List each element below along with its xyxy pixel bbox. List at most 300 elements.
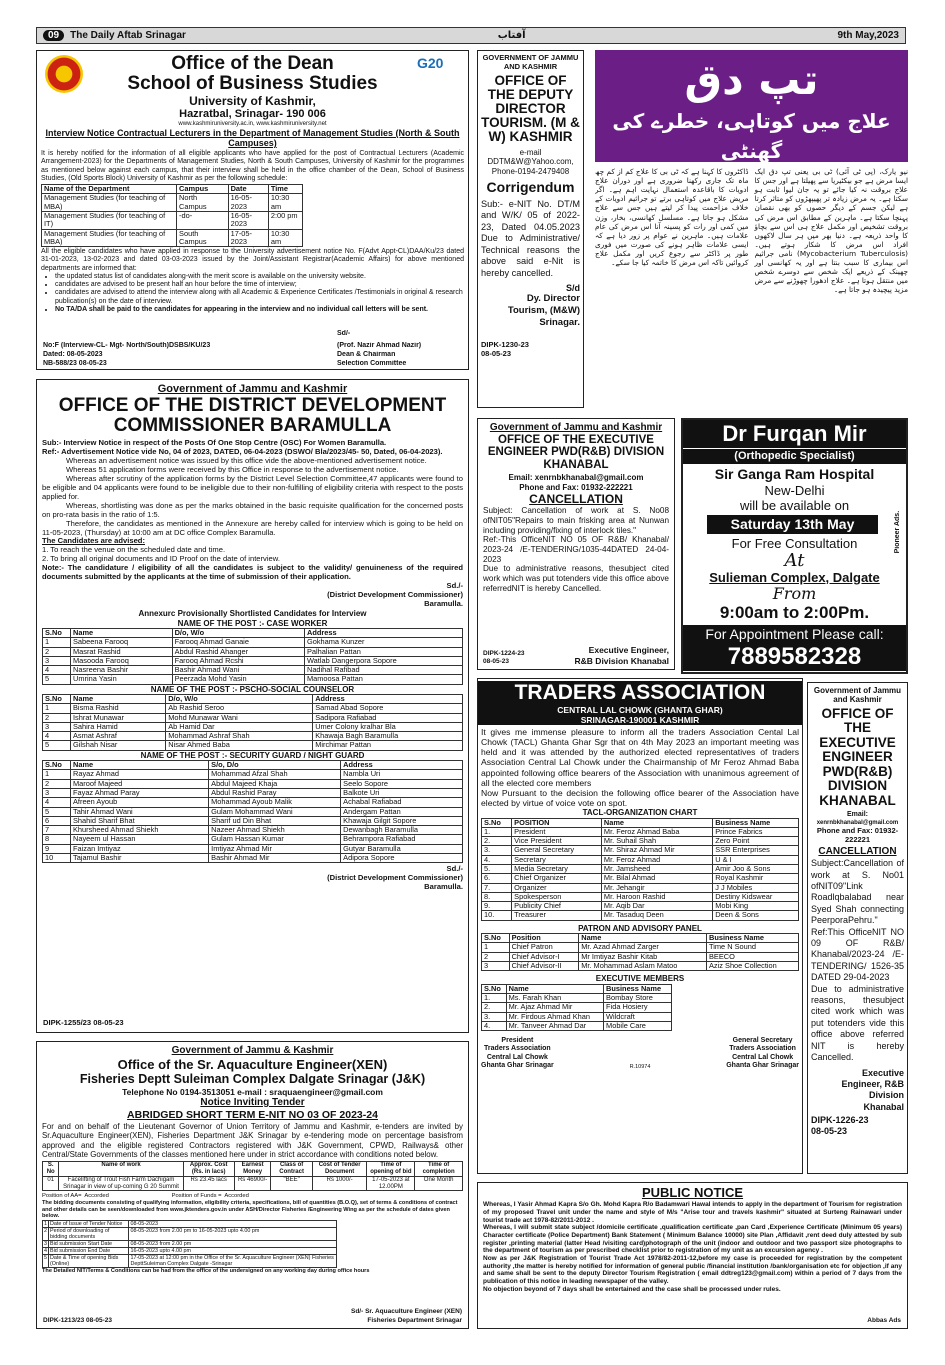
cell: 16-05-2023 [228, 194, 268, 212]
issue-date: 9th May,2023 [837, 29, 899, 41]
doctor-spec: (Orthopedic Specialist) [683, 448, 906, 464]
table-cell: 9 [43, 844, 71, 853]
aqua-short: ABRIDGED SHORT TERM E-NIT NO 03 OF 2023-24 [127, 1108, 378, 1121]
table-cell: Aziz Shoe Collection [707, 961, 799, 970]
traders-signatures [481, 1037, 799, 1070]
table-row [482, 1021, 672, 1030]
sig-line: Central Lal Chowk [732, 1053, 794, 1061]
table-cell: 4 [43, 666, 71, 675]
table-cell: Chief Advisor-I [509, 952, 579, 961]
doctor-date: Saturday 13th May [707, 515, 878, 534]
dean-web: www.kashmiruniversity.ac.in, www.kashmiruniversity.net [178, 121, 327, 128]
table-cell: Umrina Yasin [71, 675, 173, 684]
table-cell: Gulam Hassan Kumar [209, 835, 341, 844]
table-cell: Sahira Hamid [71, 722, 166, 731]
cell: Management Studies (for teaching of MBA) [42, 194, 177, 212]
traders-table [481, 818, 799, 921]
table-cell: One Month [415, 1176, 463, 1190]
pwd1-gov: Government of Jammu and Kashmir [489, 422, 663, 433]
ddc-section-title: NAME OF THE POST :- CASE WORKER [177, 618, 328, 628]
table-cell: 4 [43, 732, 71, 741]
pwd2-email-label: Email: [846, 811, 868, 819]
table-cell: Bombay Store [604, 993, 672, 1002]
table-row [42, 212, 303, 230]
traders-sig-left [481, 1037, 554, 1070]
public-body2: Whereas, I will submit state subject /domicile certificate ,qualification certificate ,pan Card ,Experience Certificate (Minimum 05 years) Character certificate (Police Department) Bank Statement ( Minimum Balance 10000) site Plan ,Affidavit ,rent deed duly attested by sub register ,printing material (latter Head /visiting card)photograph of the unit (indoor and outdoor and two passport size photographs to the department of tourism as per prescribed checklist prior to registration of my unit as an excursion agency . [483, 1224, 902, 1255]
table-cell: Treasurer [512, 911, 602, 920]
table-row [43, 807, 463, 816]
table-cell: Andergam Pattan [341, 807, 463, 816]
table-cell: Secretary [512, 855, 602, 864]
table-cell: 5 [43, 1255, 49, 1268]
table-cell: 4. [482, 855, 512, 864]
page-header [36, 27, 906, 44]
table-row [43, 798, 463, 807]
table-cell: 08-05-2023 [129, 1220, 336, 1227]
tourism-date: 08-05-23 [481, 349, 512, 359]
table-cell: 7. [482, 883, 512, 892]
table-cell: Ishrat Munawar [71, 713, 166, 722]
aqua-schedule [42, 1220, 337, 1268]
table-row [482, 874, 799, 883]
tourism-notice [477, 50, 584, 408]
ddc-candidates-table [42, 694, 463, 751]
table-cell: Bisma Rashid [71, 704, 166, 713]
table-cell: 2 [43, 779, 71, 788]
table-row [482, 1003, 672, 1012]
table-row [43, 704, 463, 713]
table-header-cell: Name of work [59, 1162, 183, 1176]
table-cell: Mr. Mohammad Aslam Matoo [579, 961, 707, 970]
pwd2-body2: Due to administrative reasons, thesubject cited work which was put totenders vide this office above referred NIT is hereby Cancelled. [811, 983, 904, 1063]
aqua-fine: The bidding documents consisting of qualifying information, eligibility criteria, specifications, bill of quantities (B.O.Q), set of terms & conditions of contract and other details can be seen/downloaded from www.jktenders.gov.in under ASH/Director Fisheries /Engineering Wing as per the schedule of dates given below. [42, 1200, 458, 1220]
table-cell: 1. [482, 827, 512, 836]
ddc-dipk: DIPK-1255/23 08-05-23 [43, 1019, 124, 1028]
table-cell: Mr. Tasaduq Deen [601, 911, 712, 920]
traders-patron-table [481, 933, 799, 971]
table-row [43, 675, 463, 684]
table-cell: 8 [43, 835, 71, 844]
doctor-time: 9:00am to 2:00Pm. [719, 602, 870, 622]
table-cell: Mr. Haroon Rashid [601, 892, 712, 901]
public-body4: No objection beyond of 7 days shall be entertained and the case shall be processed under rules. [483, 1285, 781, 1293]
traders-body2: Now Pursuant to the decision the following office bearer of the Association have elected by virtue of voice vote on spot. [481, 787, 799, 809]
tourism-body: Sub:- e-NIT No. DT/M and W/K/ 05 of 2022-23, Dated 04.05.2023 Due to Administrative/ Technical reasons the above said e-Nit is hereby cancelled. [481, 198, 580, 279]
table-cell: Samad Abad Sopore [313, 704, 463, 713]
urdu-subtitle: علاج میں کوتاہی، خطرے کی گھنٹی [612, 109, 891, 163]
pwd1-body: Subject: Cancellation of work at S. No08 ofNIT05"Repairs to main frisking area at Nunwan including providing/fixing of interlock tiles." [483, 506, 669, 535]
table-cell: Facelifting of Trout Fish Farm Dachigam Srinagar in view of up-coming G 20 Summit [59, 1176, 183, 1190]
table-header-cell: Address [341, 761, 463, 770]
ddc-sig2: Baramulla. [424, 599, 463, 609]
pwd1-sig: Executive Engineer, [588, 645, 669, 655]
table-cell: 3. [482, 846, 512, 855]
traders-sig-right [726, 1037, 799, 1070]
th: Campus [177, 185, 229, 194]
table-cell: Shahid Sharif Bhat [71, 816, 209, 825]
th: Time [268, 185, 302, 194]
table-cell: Imtiyaz Ahmad Mir [209, 844, 341, 853]
table-cell: Mr. Feroz Ahmad [601, 855, 712, 864]
table-cell: Tahir Ahmad Wani [71, 807, 209, 816]
table-row [43, 741, 463, 750]
dean-signer: (Prof. Nazir Ahmad Nazir) [337, 342, 422, 349]
traders-chart-title: TACL-ORGANIZATION CHART [582, 808, 698, 818]
table-cell: Mirchimar Pattan [313, 741, 463, 750]
th: Name of the Department [42, 185, 177, 194]
table-cell: Rs 46900/- [234, 1176, 271, 1190]
sig-line: President [501, 1037, 534, 1045]
traders-body: It gives me immense pleasure to inform all the traders Association Cental Lal Chowk (TACL) Ghanta Ghar Sgr that on 4th May 2023 an important meeting was held and it was attended by the authorized elected representatives of traders Association Central Lal Chowk under the Chairmanship of Mr Feroz Ahmad Baba appointed following office bearers of the Association with unanimous agreement of all the elected core members [481, 727, 799, 788]
ddc-annex-tables [42, 619, 463, 864]
table-cell: 7 [43, 826, 71, 835]
aqua-sig2: Fisheries Department Srinagar [367, 1317, 462, 1325]
table-cell: Mr. Bilal Ahmad [601, 874, 712, 883]
public-abbas: Abbas Ads [867, 1317, 901, 1325]
sig-line: General Secretary [732, 1037, 793, 1045]
table-cell: 2 [43, 1227, 49, 1240]
table-header-cell: Name [71, 761, 209, 770]
table-cell: Rayaz Ahmad [71, 770, 209, 779]
table-cell: 1 [43, 638, 71, 647]
dean-body: It is hereby notified for the information of all eligible applicants who have applied for the post of Contractual Lecturers (Academic Arrangement-2023) for the Departments of Management Studies, North & South Campuses, University of Kashmir for the programmes as mentioned below against each campus, that their interview shall be held in the office chamber of the Dean, School of Business Studies, (Old Sports Block) University of Kashmir as per the following schedule: [41, 150, 464, 182]
table-cell: Mohd Munawar Wani [166, 713, 313, 722]
table-cell: Gulam Mohammad Wani [209, 807, 341, 816]
table-row [43, 638, 463, 647]
table-header-cell: S.No [43, 628, 71, 637]
table-header-cell: D/o, W/o [166, 695, 313, 704]
table-cell: 2 [482, 952, 510, 961]
table-header-cell: Business Name [707, 934, 799, 943]
traders-exec-title: EXECUTIVE MEMBERS [595, 974, 685, 984]
table-header-cell: S.No [482, 984, 507, 993]
table-cell: Spokesperson [512, 892, 602, 901]
doctor-at: At [784, 549, 805, 571]
university-seal-icon [45, 55, 83, 93]
table-header-cell: S. No [43, 1162, 59, 1176]
dean-schedule-table [41, 184, 303, 247]
table-cell: 10. [482, 911, 512, 920]
table-cell: President [512, 827, 602, 836]
ddc-para1: Whereas an advertisement notice was issued by this office vide the above-mentioned advertisement notice. [66, 455, 427, 465]
doctor-appt: For Appointment Please call: [683, 625, 906, 643]
table-header-cell: Name [71, 628, 173, 637]
dean-sd: Sd/- [337, 330, 351, 337]
table-cell: Chief Organizer [512, 874, 602, 883]
table-cell: Sabeena Farooq [71, 638, 173, 647]
table-cell: Fayaz Ahmad Paray [71, 789, 209, 798]
table-cell: Masrat Rashid [71, 647, 173, 656]
tourism-sig: Dy. Director Tourism, (M&W) Srinagar. [507, 293, 580, 329]
table-cell: 2. [482, 1003, 507, 1012]
public-body: Whereas, I Yasir Ahmad Kapra S/o Gh. Mohd Kapra R/o Badamwari Hawal intends to apply in the department of Tourism for registration of my proposed Travel unit under the name and style of M/s "Arise tour and travels kashmir" situated at Surteng Rainawari under tourist trade act 1978-82/2011-2012 . [483, 1201, 902, 1224]
table-cell: J J Mobiles [713, 883, 799, 892]
pwd1-dipk: DIPK-1224-23 [483, 650, 525, 657]
table-cell: Khursheed Ahmad Shiekh [71, 826, 209, 835]
table-row [43, 1241, 337, 1248]
aqua-tail: The Detailed NIT/Terms & Conditions can be had from the office of the undersigned on any working day during office hours [42, 1268, 370, 1275]
ddc-sig: (District Development Commissioner) [327, 590, 463, 600]
table-cell: Prince Fabrics [713, 827, 799, 836]
table-cell: Nazeer Ahmad Shiekh [209, 826, 341, 835]
table-cell: Abdul Majeed Khaja [209, 779, 341, 788]
table-cell: 2 [43, 713, 71, 722]
list-item: • No TA/DA shall be paid to the candidates for appearing in the interview and no individual call letters will be sent. [55, 306, 464, 314]
aqua-tel: Telephone No 0194-3513051 e-mail : sraquaengineer@gmail.com [122, 1086, 383, 1097]
th: Date [228, 185, 268, 194]
table-cell: Dewanbagh Baramulla [341, 826, 463, 835]
table-header-cell: D/o, W/o [172, 628, 304, 637]
ddc-para5: Therefore, the candidates as mentioned in the Annexure are hereby called for interview which is going to be held on 11-05-2023, (Thursday) at 10:00 am at DC office Complex Baramulla. [42, 518, 463, 537]
urdu-banner [595, 50, 908, 162]
table-cell: 3 [43, 789, 71, 798]
list-item: • candidates are advised to attend the interview along with all Academic & Experience Certificates /Testimonials in original & research publication(s) on the date of interview. [55, 289, 464, 306]
table-header-cell: Approx. Cost (Rs. in lacs) [183, 1162, 234, 1176]
table-header-cell: Class of Contract [271, 1162, 312, 1176]
ddc-sig4: Baramulla. [424, 882, 463, 892]
tourism-corrigendum: Corrigendum [486, 179, 575, 195]
doctor-city: New-Delhi [764, 482, 825, 498]
table-row [43, 1227, 337, 1240]
ddc-gov: Government of Jammu and Kashmir [157, 383, 348, 395]
table-row [482, 883, 799, 892]
ddc-note: Note:- The candidature / eligibility of all the candidates is subject to the validity/ genuineness of the required documents submitted by the applicants at the time of submission of their application. [42, 563, 463, 582]
table-cell: Chief Patron [509, 943, 579, 952]
table-cell: Mohammad Afzal Shah [209, 770, 341, 779]
traders-sub2: SRINAGAR-190001 KASHMIR [478, 715, 802, 725]
dean-notice [36, 50, 469, 370]
table-cell: 5 [43, 741, 71, 750]
public-notice [477, 1182, 908, 1329]
ddc-para3: Whereas after scrutiny of the application forms by the District Level Selection Committee,47 applicants were found to be eligible and 04 applicants were found to be ineligible due to their non-fulfilling of eligibility criteria with respect to the posts applied for. [42, 473, 463, 501]
cell: North Campus [177, 194, 229, 212]
table-cell: 4 [43, 798, 71, 807]
pwd2-ref: Ref:This OfficeNIT NO 09 OF R&B/ Khanabal/2023-24 /E-TENDERING/ 1526-35 DATED 29-04-2023 [811, 926, 904, 983]
table-cell: 6. [482, 874, 512, 883]
paper-name: The Daily Aftab Srinagar [70, 29, 186, 41]
cell: 10:30 am [268, 194, 302, 212]
doctor-from: From [772, 583, 817, 603]
table-cell: Balkote Uri [341, 789, 463, 798]
table-header-cell: S.No [43, 695, 71, 704]
table-cell: 01 [43, 1176, 59, 1190]
sig-line: Ghanta Ghar Srinagar [726, 1061, 799, 1069]
pwd2-office: OFFICE OF THE EXECUTIVE ENGINEER PWD(R&B) DIVISION KHANABAL [819, 705, 896, 808]
table-row [43, 1248, 337, 1255]
table-cell: Peerzada Mohd Yasin [172, 675, 304, 684]
table-cell: Deen & Sons [713, 911, 799, 920]
table-header-cell: Address [304, 628, 462, 637]
list-item: • the updated status list of candidates along-with the merit score is available on the university website. [55, 273, 464, 281]
pwd2-date: 08-05-23 [811, 1125, 848, 1136]
table-cell: U & I [713, 855, 799, 864]
table-cell: Asmat Ashraf [71, 732, 166, 741]
pwd2-cancel: CANCELLATION [818, 846, 897, 858]
table-header-cell: Cost of Tender Document [312, 1162, 367, 1176]
pwd1-phone: Phone and Fax: 01932-222221 [519, 482, 633, 492]
table-header-cell: Name [601, 818, 712, 827]
dean-title: Office of the Dean [171, 53, 334, 74]
cell: 10:30 am [268, 229, 302, 247]
doctor-avail: will be available on [739, 497, 850, 513]
table-cell: 17-05-2023 at 12:00 pm in the Office of the Sr. Aquaculture Engineer (XEN) Fisheries DepttSuleiman Complex Dalgate -Srinagar [129, 1255, 336, 1268]
ddc-para2: Whereas 51 application forms were received by this Office in response to the advertisement notice. [66, 464, 399, 474]
table-cell: Mr. Jehangir [601, 883, 712, 892]
table-cell: Adipora Sopore [341, 854, 463, 863]
doctor-name: Dr Furqan Mir [683, 420, 906, 448]
table-cell: 9. [482, 902, 512, 911]
table-cell: Royal Kashmir [713, 874, 799, 883]
table-cell: 17-05-2023 at 12.00PM [367, 1176, 415, 1190]
table-header-cell: S.No [482, 818, 512, 827]
table-header-cell: Name [71, 695, 166, 704]
table-cell: Watlab Dangerpora Sopore [304, 656, 462, 665]
table-cell: Mr. Jamsheed [601, 865, 712, 874]
table-cell: Palhalian Pattan [304, 647, 462, 656]
table-header-row [43, 1162, 463, 1176]
table-cell: Ab Hamid Dar [166, 722, 313, 731]
table-row [42, 194, 303, 212]
table-cell: Rs 23.45 lacs [183, 1176, 234, 1190]
table-cell: Chief Advisor-II [509, 961, 579, 970]
ddc-sub: Sub:- Interview Notice in respect of the Posts Of One Stop Centre (OSC) For Women Baramulla. [42, 437, 387, 447]
table-cell: Zero Point [713, 837, 799, 846]
table-cell: Publicity Chief [512, 902, 602, 911]
list-item: • candidates are advised to be present half an hour before the time of interview; [55, 281, 464, 289]
table-cell: 3 [43, 656, 71, 665]
aqua-nit: Notice Inviting Tender [200, 1096, 305, 1108]
table-cell: Media Secretary [512, 865, 602, 874]
doctor-place: Sulieman Complex, Dalgate [709, 569, 880, 585]
table-cell: 2. [482, 837, 512, 846]
table-cell: Bid submission End Date [49, 1248, 129, 1255]
table-cell: Ab Rashid Seroo [166, 704, 313, 713]
pwd2-dipk: DIPK-1226-23 [811, 1115, 869, 1126]
table-cell: 10 [43, 854, 71, 863]
table-cell: 08-05-2023 from 2.00 pm to 16-05-2023 upto 4.00 pm [129, 1227, 336, 1240]
pwd1-office: OFFICE OF THE EXECUTIVE ENGINEER PWD(R&B) DIVISION KHANABAL [487, 433, 665, 471]
cell: 17-05-2023 [228, 229, 268, 247]
pwd1-ref: Ref:-This OfficeNIT NO 05 OF R&B/ Khanabal/ 2023-24 /E-TENDERING/1035-44DATED 24-04-2023 [483, 535, 669, 564]
dean-no: No:F (Interview-CL- Mgt- North/South)DSBS/KU/23 [43, 342, 211, 349]
table-cell: "BEE" [271, 1176, 312, 1190]
table-header-cell: Business Name [604, 984, 672, 993]
ddc-advised: The Candidates are advised: [42, 536, 145, 546]
table-cell: Wildcraft [604, 1012, 672, 1021]
table-cell: Time N Sound [707, 943, 799, 952]
table-row [43, 647, 463, 656]
table-cell: Khawaja Gilgit Sopore [341, 816, 463, 825]
aqua-pos: Position of AA= Accorded Position of Funds = Accorded [42, 1193, 249, 1200]
table-row [43, 854, 463, 863]
table-row [43, 1255, 337, 1268]
table-cell: Gokhama Kunzer [304, 638, 462, 647]
table-row [482, 1012, 672, 1021]
table-row [482, 961, 799, 970]
table-cell: 5 [43, 675, 71, 684]
pwd2-email: xenrnbkhanabal@gmail.com [816, 819, 899, 826]
table-cell: Sadipora Rafiabad [313, 713, 463, 722]
table-cell: Mohammad Ayoub Malik [209, 798, 341, 807]
traders-sub1: CENTRAL LAL CHOWK (GHANTA GHAR) [478, 705, 802, 715]
ddc-sig3: (District Development Commissioner) [327, 873, 463, 883]
sig-line: Central Lal Chowk [486, 1053, 548, 1061]
table-cell: Organizer [512, 883, 602, 892]
tourism-gov: GOVERNMENT OF JAMMU AND KASHMIR [482, 53, 579, 71]
table-cell: Mr. Ajaz Ahmad Mir [506, 1003, 603, 1012]
table-cell: 3. [482, 1012, 507, 1021]
public-title: PUBLIC NOTICE [641, 1185, 744, 1200]
pwd2-notice [807, 682, 908, 1174]
urdu-article [595, 50, 908, 410]
table-cell: BEECO [707, 952, 799, 961]
table-cell: Behrampora Rafiabad [341, 835, 463, 844]
table-cell: Nayeem ul Hassan [71, 835, 209, 844]
table-cell: Achabal Rafiabad [341, 798, 463, 807]
ddc-candidates-table [42, 760, 463, 863]
tourism-phone: Phone-0194-2479408 [491, 166, 570, 176]
table-row [43, 835, 463, 844]
table-cell: Destiny Kidswear [713, 892, 799, 901]
aqua-body: For and on behalf of the Lieutenant Governor of Union Territory of Jammu and Kashmir, e-tenders are invited by Sr.Aquaculture Engineer(XEN), Fisheries Department J&K Srinagar by e-tendering mode on percentage basisfrom approved and the eligible registered Contractors registered with J&K Government, CPWD, Railways& other Central/State Governments of the classes mentioned here under in strict accordance with conditions noted below. [42, 1122, 463, 1160]
table-cell: Masooda Farooq [71, 656, 173, 665]
table-cell: Rs 1000/- [312, 1176, 367, 1190]
table-header-cell: Business Name [713, 818, 799, 827]
tourism-office: OFFICE OF THE DEPUTY DIRECTOR TOURISM. (M & W) KASHMIR [481, 72, 580, 144]
dean-para2: All the eligible candidates who have applied in response to the University advertisement notice No. F(Advt Appt-CL)DAA/Ku/23 dated 31-01-2023, 13-02-2023 and dated 03-03-2023 issued by the Joint/Assistant Registrar(Academic Affairs) for above mentioned departments are informed that: [41, 248, 464, 272]
table-cell: 1. [482, 993, 507, 1002]
table-cell: 6 [43, 816, 71, 825]
table-cell: Sharif ud Din Bhat [209, 816, 341, 825]
table-cell: 1 [44, 1220, 47, 1227]
doctor-hospital: Sir Ganga Ram Hospital [714, 466, 875, 482]
table-cell: Date & Time of opening Bids (Online) [49, 1255, 129, 1268]
table-cell: Mr. Shiraz Ahmad Mir [601, 846, 712, 855]
ddc-notice [36, 379, 469, 1033]
ddc-sd2: Sd./- [446, 864, 463, 874]
pwd2-phone: Phone and Fax: 01932-222221 [816, 825, 899, 844]
table-cell: Abdul Rashid Paray [209, 789, 341, 798]
tourism-sd: S/d [565, 282, 580, 293]
table-cell: 3 [44, 1241, 47, 1247]
aqua-office: Office of the Sr. Aquaculture Engineer(XEN) [117, 1056, 388, 1072]
table-cell: 16-05-2023 upto 4.00 pm [129, 1248, 336, 1255]
table-cell: 5. [482, 865, 512, 874]
aqua-notice [36, 1041, 469, 1329]
pwd2-sig: Executive Engineer, R&B Division Khanabal [841, 1067, 904, 1112]
dean-univ: University of Kashmir, [189, 94, 316, 108]
pwd1-date: 08-05-23 [483, 658, 510, 665]
sig-line: Traders Association [729, 1045, 796, 1053]
dean-addr: Hazratbal, Srinagar- 190 006 [179, 108, 326, 121]
table-row [43, 1220, 337, 1227]
table-cell: Afreen Ayoub [71, 798, 209, 807]
cell: 2:00 pm [268, 212, 302, 230]
table-header-cell: Name [579, 934, 707, 943]
table-header-cell: Name [506, 984, 603, 993]
table-cell: Mohammad Ashraf Shah [166, 732, 313, 741]
table-cell: Nasreena Bashir [71, 666, 173, 675]
cell: South Campus [177, 229, 229, 247]
ddc-sd: Sd./- [446, 581, 463, 591]
table-header-cell: POSITION [512, 818, 602, 827]
ddc-ref: Ref:- Advertisement Notice vide No, 04 of 2023, DATED, 06-04-2023 (DSWO/ Bla/2023/45- 50, Dated, 06-04-2023). [42, 446, 443, 456]
traders-rno: R.10974 [629, 1063, 651, 1070]
table-cell: Tajamul Bashir [71, 854, 209, 863]
table-cell: Mr. Aqib Dar [601, 902, 712, 911]
table-cell: General Secretary [512, 846, 602, 855]
table-cell: 1 [43, 770, 71, 779]
